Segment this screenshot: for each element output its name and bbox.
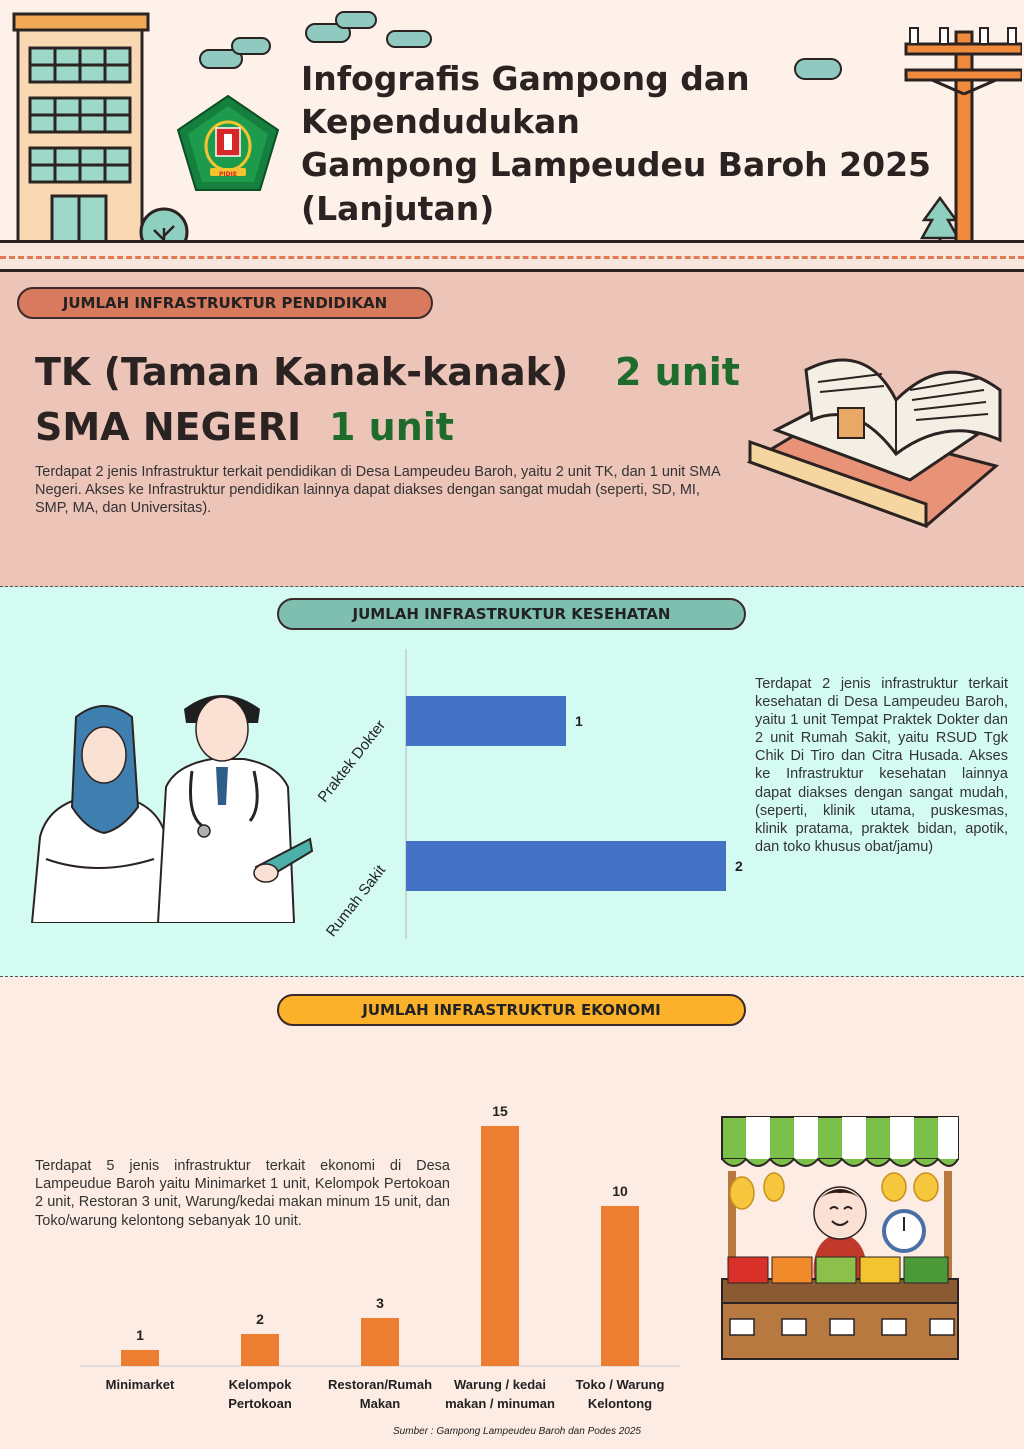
economy-bar	[121, 1350, 159, 1366]
education-item-label-sma: SMA NEGERI	[35, 405, 302, 449]
utility-pole-icon	[902, 24, 1022, 242]
cloud-icon	[302, 10, 382, 46]
economy-bar-chart	[76, 1093, 688, 1373]
health-category-label: Praktek Dokter	[314, 716, 390, 806]
economy-description: Terdapat 5 jenis infrastruktur terkait ekonomi di Desa Lampeudue Baroh yaitu Minimarket 1 unit, Kelompok Pertokoan 2 unit, Restoran 3 unit, Warung/kedai makan minum 15 unit, dan Toko/warung kelontong sebanyak 10 unit.	[35, 1158, 450, 1229]
doctors-icon	[26, 687, 316, 923]
building-icon	[12, 12, 152, 244]
health-section	[0, 587, 1024, 977]
health-bar	[406, 696, 566, 746]
health-bar-value-label: 1	[575, 713, 583, 729]
economy-bar	[241, 1334, 279, 1366]
economy-section	[0, 977, 1024, 1449]
economy-bar	[601, 1206, 639, 1366]
page-title-line-2: Kependudukan	[301, 102, 580, 141]
market-stall-icon	[718, 1113, 970, 1383]
education-item-value-sma: 1 unit	[329, 405, 454, 449]
economy-heading: JUMLAH INFRASTRUKTUR EKONOMI	[277, 994, 746, 1026]
economy-bar-value-label: 3	[376, 1295, 384, 1311]
pidie-logo-icon	[176, 94, 280, 194]
economy-category-label: Minimarket	[105, 1377, 175, 1392]
education-description: Terdapat 2 jenis Infrastruktur terkait pendidikan di Desa Lampeudeu Baroh, yaitu 2 unit TK, dan 1 unit SMA Negeri. Akses ke Infrastruktur pendidikan lainnya dapat diakses dengan sangat mudah (seperti, SD, MI, SMP, MA, dan Universitas).	[35, 464, 720, 516]
education-heading: JUMLAH INFRASTRUKTUR PENDIDIKAN	[17, 287, 433, 319]
education-section	[0, 272, 1024, 587]
economy-bar-value-label: 2	[256, 1311, 264, 1327]
health-bar-value-label: 2	[735, 858, 743, 874]
page-title-line-3: Gampong Lampeudeu Baroh 2025	[301, 145, 931, 184]
health-category-label: Rumah Sakit	[322, 861, 390, 941]
source-note: Sumber : Gampong Lampeudeu Baroh dan Podes 2025	[393, 1426, 641, 1437]
economy-bar	[361, 1318, 399, 1366]
economy-category-label: Toko / Warung Kelontong	[575, 1377, 665, 1411]
economy-category-label: Restoran/Rumah Makan	[327, 1377, 433, 1411]
logo-text: PIDIE	[219, 171, 237, 178]
economy-bar-value-label: 15	[492, 1103, 508, 1119]
road-dashes	[0, 256, 1024, 259]
health-description: Terdapat 2 jenis infrastruktur terkait kesehatan di Desa Lampeudeu Baroh, yaitu 1 unit Tempat Praktek Dokter dan 2 unit Rumah Sakit, yaitu RSUD Tgk Chik Di Tiro dan Citra Husada. Akses ke Infrastruktur kesehatan lainnya dapat diakses dengan sangat mudah, (seperti, klinik utama, puskesmas, klinik pratama, praktek bidan, apotik, dan toko khusus obat/jamu)	[755, 676, 1008, 855]
education-item-label-tk: TK (Taman Kanak-kanak)	[35, 350, 569, 394]
health-bar	[406, 841, 726, 891]
economy-bar	[481, 1126, 519, 1366]
education-item-value-tk: 2 unit	[615, 350, 740, 394]
cloud-icon	[792, 56, 844, 82]
cloud-icon	[384, 28, 436, 50]
economy-category-label: Warung / kedai makan / minuman	[445, 1377, 555, 1411]
economy-bar-value-label: 1	[136, 1327, 144, 1343]
health-bar-chart	[296, 649, 756, 941]
health-heading: JUMLAH INFRASTRUKTUR KESEHATAN	[277, 598, 746, 630]
cloud-icon	[196, 36, 274, 72]
economy-bar-value-label: 10	[612, 1183, 628, 1199]
economy-category-label: Kelompok Pertokoan	[228, 1377, 292, 1411]
page-title-line-4: (Lanjutan)	[301, 189, 495, 228]
page-title-line-1: Infografis Gampong dan	[301, 59, 750, 98]
books-icon	[746, 330, 1008, 530]
header	[0, 0, 1024, 272]
